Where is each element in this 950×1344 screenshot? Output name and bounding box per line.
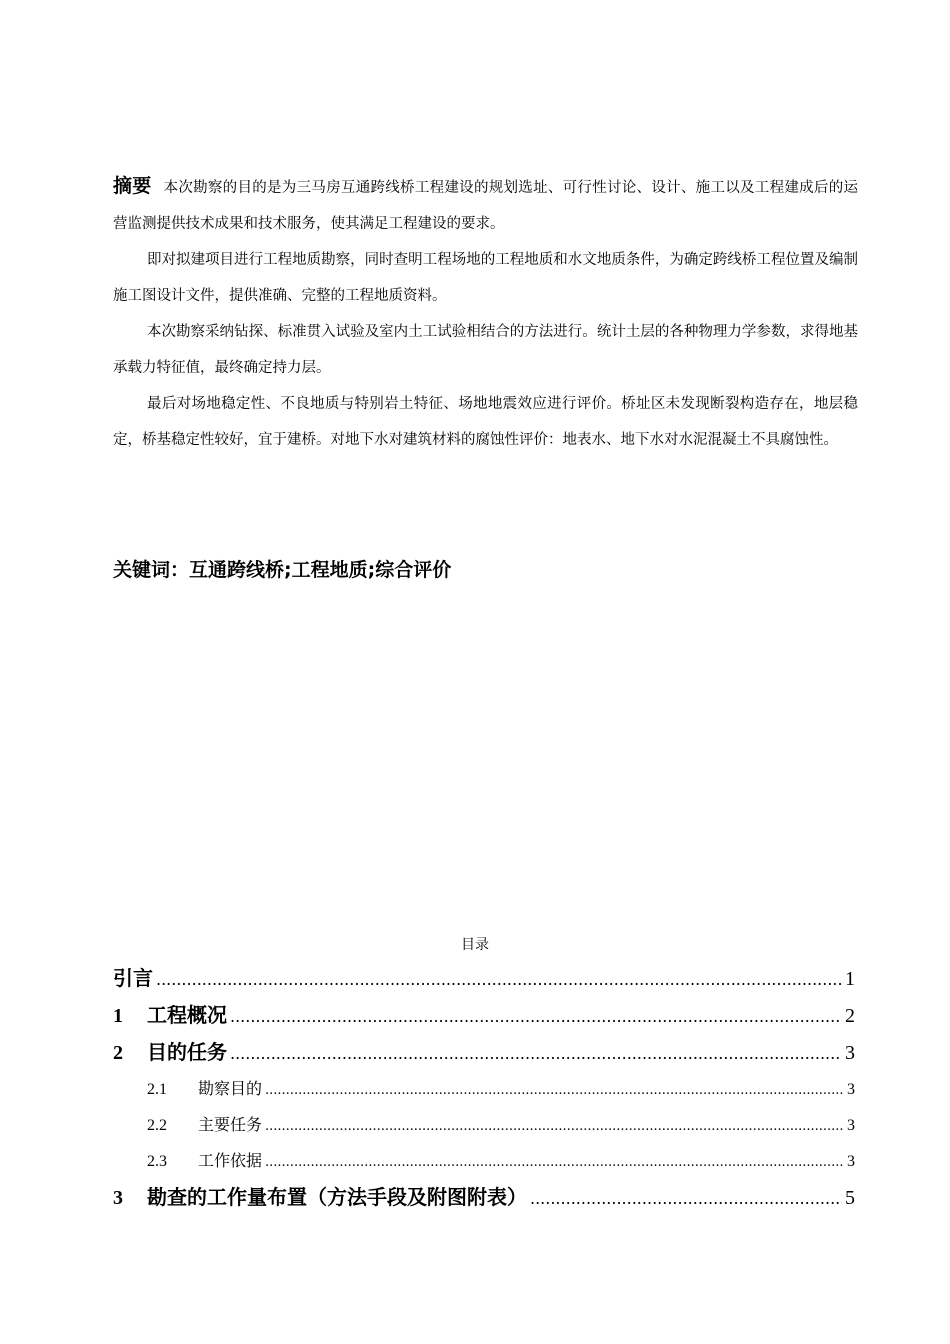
toc-entry-3[interactable] [113, 1179, 855, 1216]
toc-entry-number: 2.2 [147, 1117, 167, 1134]
toc-entry-2-2[interactable] [113, 1107, 855, 1143]
toc-entry-2[interactable] [113, 1034, 855, 1071]
toc-entry-label: 工程概况 [147, 1003, 227, 1027]
abstract-heading: 摘要 [113, 175, 152, 197]
toc-entry-page: 3 [847, 1153, 855, 1170]
toc-entry-label: 引言 [113, 966, 153, 990]
abstract-paragraph-3: 本次勘察采纳钻探、标准贯入试验及室内土工试验相结合的方法进行。统计土层的各种物理力学参数，求得地基承载力特征值，最终确定持力层。 [113, 324, 858, 376]
toc-leader-dots [230, 1035, 842, 1072]
toc-entry-label: 勘查的工作量布置（方法手段及附图附表） [147, 1185, 527, 1209]
toc-leader-dots [265, 1073, 844, 1109]
abstract-paragraph-2: 即对拟建项目进行工程地质勘察，同时查明工程场地的工程地质和水文地质条件，为确定跨线桥工程位置及编制施工图设计文件，提供准确、完整的工程地质资料。 [113, 252, 858, 304]
toc-entry-label: 目的任务 [147, 1040, 227, 1064]
toc-entry-label: 勘察目的 [198, 1079, 263, 1098]
abstract-section [113, 168, 858, 458]
toc-entry-number: 3 [113, 1187, 123, 1209]
toc-entry-page: 3 [845, 1042, 855, 1064]
toc-entry-1[interactable] [113, 997, 855, 1034]
abstract-paragraph-1 [113, 168, 858, 242]
toc-entry-2-1[interactable] [113, 1071, 855, 1107]
toc-leader-dots [530, 1180, 842, 1217]
toc-leader-dots [156, 961, 842, 998]
toc-title: 目录 [461, 937, 489, 953]
toc-entry-2-3[interactable] [113, 1143, 855, 1179]
toc-entry-intro[interactable] [113, 960, 855, 997]
keywords-line: 关键词：互通跨线桥;工程地质;综合评价 [113, 559, 452, 581]
toc-entry-page: 3 [847, 1117, 855, 1134]
toc-entry-number: 2.3 [147, 1153, 167, 1170]
toc-leader-dots [265, 1145, 844, 1181]
abstract-text-1: 本次勘察的目的是为三马房互通跨线桥工程建设的规划选址、可行性讨论、设计、施工以及工程建成后的运营监测提供技术成果和技术服务，使其满足工程建设的要求。 [113, 180, 858, 232]
toc-entry-label: 工作依据 [198, 1151, 263, 1170]
toc-entry-label: 主要任务 [198, 1115, 263, 1134]
toc-entry-page: 3 [847, 1081, 855, 1098]
abstract-paragraph-4: 最后对场地稳定性、不良地质与特别岩土特征、场地地震效应进行评价。桥址区未发现断裂构造存在，地层稳定，桥基稳定性较好，宜于建桥。对地下水对建筑材料的腐蚀性评价：地表水、地下水对水泥混凝土不具腐蚀性。 [113, 396, 858, 448]
toc-leader-dots [230, 998, 842, 1035]
toc-entry-number: 2.1 [147, 1081, 167, 1098]
toc-entry-number: 2 [113, 1042, 123, 1064]
toc-entry-page: 1 [845, 968, 855, 990]
toc-entry-page: 2 [845, 1005, 855, 1027]
toc-entry-number: 1 [113, 1005, 123, 1027]
table-of-contents [113, 960, 855, 1216]
toc-leader-dots [265, 1109, 844, 1145]
toc-entry-page: 5 [845, 1187, 855, 1209]
